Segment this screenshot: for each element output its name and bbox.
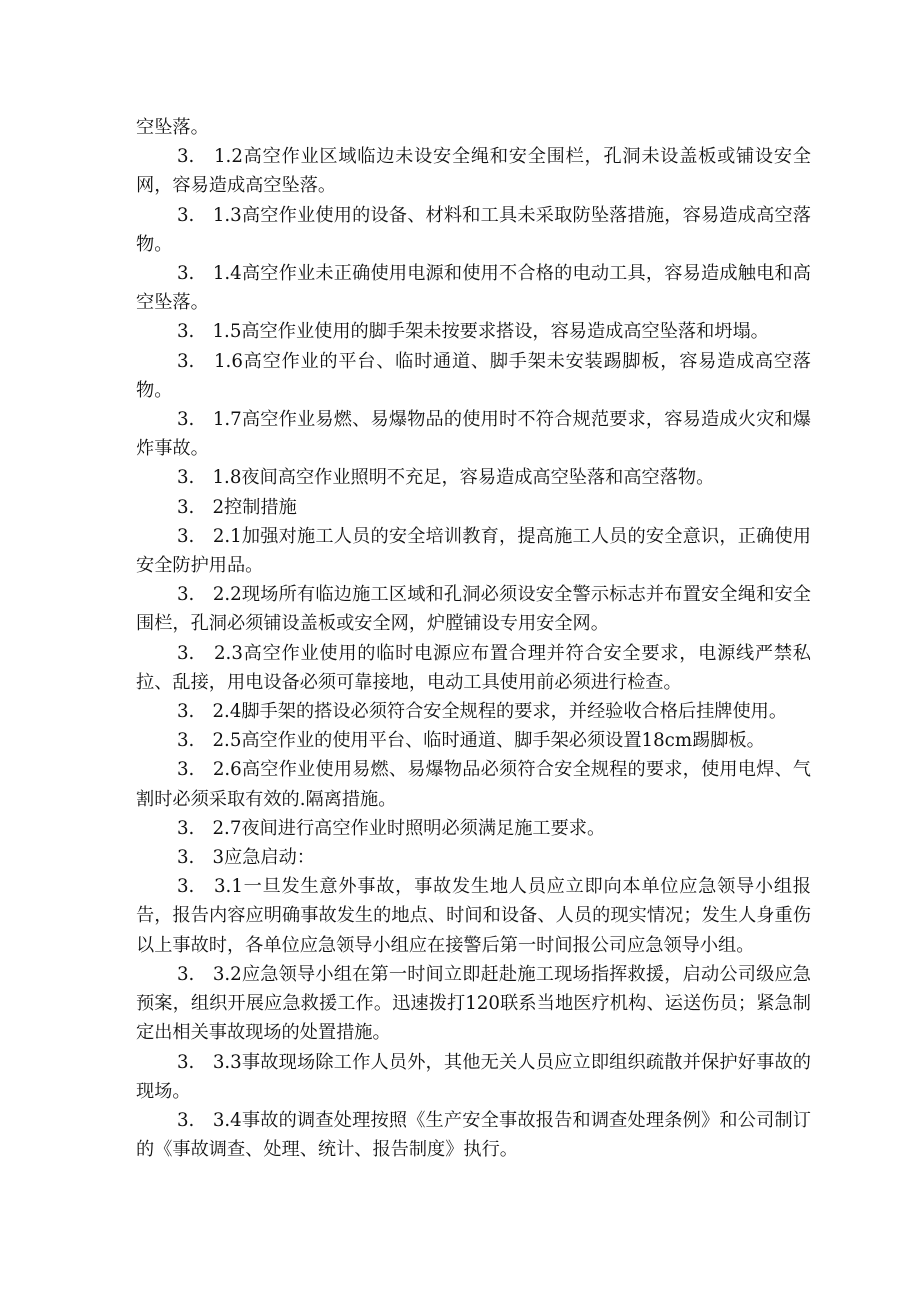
paragraph-3-1-8: 3. 1.8夜间高空作业照明不充足，容易造成高空坠落和高空落物。 xyxy=(176,467,715,489)
paragraph-3-2-7: 3. 2.7夜间进行高空作业时照明必须满足施工要求。 xyxy=(176,817,606,839)
document-body xyxy=(136,113,811,1164)
paragraph-3-2-1: 3. 2.1加强对施工人员的安全培训教育，提高施工人员的安全意识，正确使用安全防护用品。 xyxy=(136,525,811,577)
paragraph-3-1-3: 3. 1.3高空作业使用的设备、材料和工具未采取防坠落措施，容易造成高空落物。 xyxy=(136,204,811,255)
paragraph-3-1-6: 3. 1.6高空作业的平台、临时通道、脚手架未安装踢脚板，容易造成高空落物。 xyxy=(136,350,811,401)
paragraph-3-2-6: 3. 2.6高空作业使用易燃、易爆物品必须符合安全规程的要求，使用电焊、气割时必须采取有效的.隔离措施。 xyxy=(136,759,811,810)
paragraph-3-1-7: 3. 1.7高空作业易燃、易爆物品的使用时不符合规范要求，容易造成火灾和爆炸事故。 xyxy=(136,409,811,460)
paragraph-3-2-5: 3. 2.5高空作业的使用平台、临时通道、脚手架必须设置18cm踢脚板。 xyxy=(176,730,765,752)
paragraph-3-1-5: 3. 1.5高空作业使用的脚手架未按要求搭设，容易造成高空坠落和坍塌。 xyxy=(176,321,769,343)
paragraph-3-2-2: 3. 2.2现场所有临边施工区域和孔洞必须设安全警示标志并布置安全绳和安全围栏，孔洞必须铺设盖板或安全网，炉膛铺设专用安全网。 xyxy=(136,584,811,635)
paragraph-3-3-1: 3. 3.1一旦发生意外事故，事故发生地人员应立即向本单位应急领导小组报告，报告内容应明确事故发生的地点、时间和设备、人员的现实情况；发生人身重伤以上事故时，各单位应急领导小组应在接警后第一时间报公司应急领导小组。 xyxy=(136,876,811,956)
paragraph-3-1-2: 3. 1.2高空作业区域临边未设安全绳和安全围栏，孔洞未设盖板或铺设安全网，容易造成高空坠落。 xyxy=(136,146,811,197)
section-heading-3-2: 3. 2控制措施 xyxy=(176,496,297,518)
paragraph-3-2-3: 3. 2.3高空作业使用的临时电源应布置合理并符合安全要求，电源线严禁私拉、乱接，用电设备必须可靠接地，电动工具使用前必须进行检查。 xyxy=(136,642,811,693)
paragraph-3-3-2: 3. 3.2应急领导小组在第一时间立即赶赴施工现场指挥救援，启动公司级应急预案，组织开展应急救援工作。迅速拨打120联系当地医疗机构、运送伤员；紧急制定出相关事故现场的处置措施。 xyxy=(136,963,811,1044)
paragraph-3-3-3: 3. 3.3事故现场除工作人员外，其他无关人员应立即组织疏散并保护好事故的现场。 xyxy=(136,1051,811,1102)
section-heading-3-3: 3. 3应急启动： xyxy=(176,847,315,869)
paragraph-3-3-4: 3. 3.4事故的调查处理按照《生产安全事故报告和调查处理条例》和公司制订的《事故调查、处理、统计、报告制度》执行。 xyxy=(136,1109,811,1161)
paragraph-continuation: 空坠落。 xyxy=(136,117,209,138)
paragraph-3-1-4: 3. 1.4高空作业未正确使用电源和使用不合格的电动工具，容易造成触电和高空坠落。 xyxy=(136,263,811,314)
paragraph-3-2-4: 3. 2.4脚手架的搭设必须符合安全规程的要求，并经验收合格后挂牌使用。 xyxy=(176,701,788,723)
